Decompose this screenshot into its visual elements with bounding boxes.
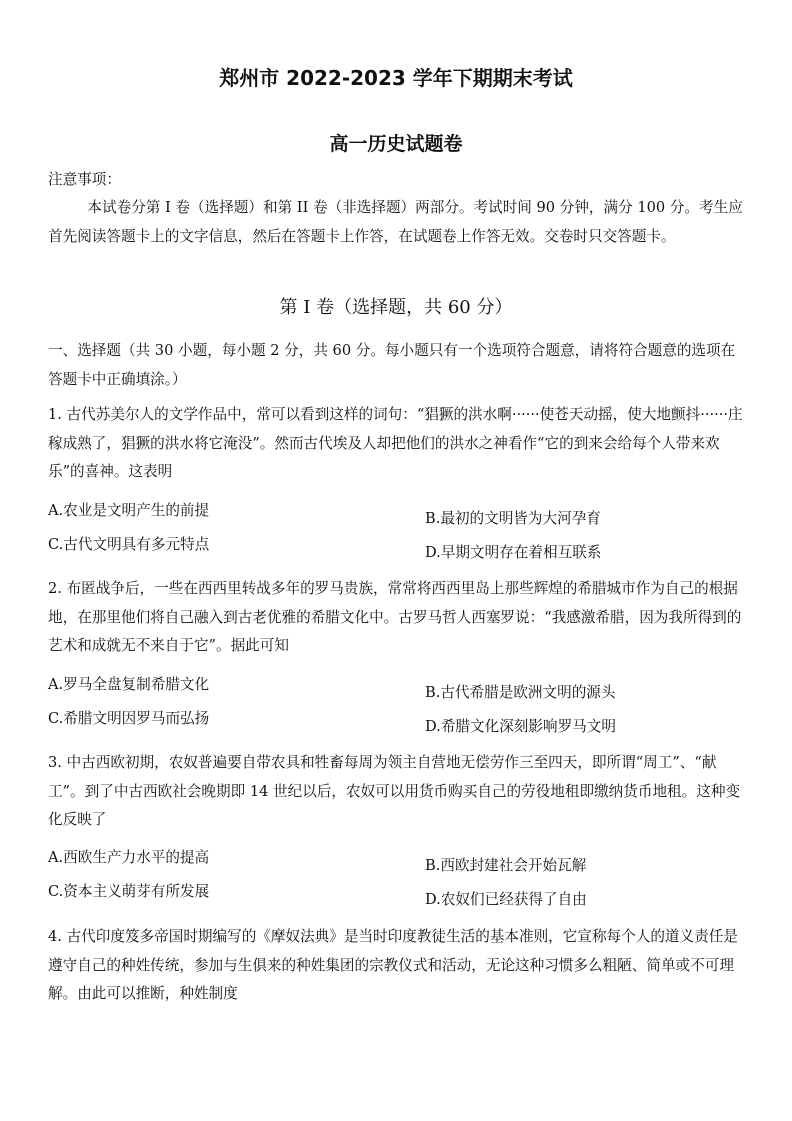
question-1-option-b: B.最初的文明皆为大河孕育 (425, 510, 601, 527)
question-1-option-d: D.早期文明存在着相互联系 (425, 544, 602, 561)
question-3-option-d: D.农奴们已经获得了自由 (425, 891, 587, 908)
question-2-option-a: A.罗马全盘复制希腊文化 (48, 676, 210, 693)
question-1-option-a: A.农业是文明产生的前提 (48, 502, 210, 519)
question-2-option-d: D.希腊文化深刻影响罗马文明 (425, 718, 616, 735)
exam-title: 郑州市 2022-2023 学年下期期末考试 (219, 66, 573, 90)
notice-body: 本试卷分第 I 卷（选择题）和第 II 卷（非选择题）两部分。考试时间 90 分钟，满分 100 分。考生应首先阅读答题卡上的文字信息，然后在答题卡上作答，在试题卷上作答无效。交卷时只交答题卡。 (48, 199, 743, 245)
question-2-stem: 2. 布匿战争后，一些在西西里转战多年的罗马贵族，常常将西西里岛上那些辉煌的希腊城市作为自己的根据地，在那里他们将自己融入到古老优雅的希腊文化中。古罗马哲人西塞罗说：“我感激希腊，因为我所得到的艺术和成就无不来自于它”。据此可知 (48, 580, 742, 654)
question-4-stem: 4. 古代印度笈多帝国时期编写的《摩奴法典》是当时印度教徒生活的基本准则，它宣称每个人的道义责任是遵守自己的种姓传统，参加与生俱来的种姓集团的宗教仪式和活动，无论这种习惯多么粗陋、简单或不可理解。由此可以推断，种姓制度 (48, 928, 738, 1002)
question-2-option-c: C.希腊文明因罗马而弘扬 (48, 710, 210, 727)
question-3-stem: 3. 中古西欧初期，农奴普遍要自带农具和牲畜每周为领主自营地无偿劳作三至四天，即所谓“周工”、“献工”。到了中古西欧社会晚期即 14 世纪以后，农奴可以用货币购买自己的劳役地租即缴纳货币地租。这种变化反映了 (48, 754, 741, 828)
question-3-option-b: B.西欧封建社会开始瓦解 (425, 857, 587, 874)
question-3-option-a: A.西欧生产力水平的提高 (48, 849, 210, 866)
question-1-stem: 1. 古代苏美尔人的文学作品中，常可以看到这样的词句：“猖獗的洪水啊······使苍天动摇，使大地颤抖······庄稼成熟了，猖獗的洪水将它淹没”。然而古代埃及人却把他们的洪水之神看作“它的到来会给每个人带来欢乐”的喜神。这表明 (48, 406, 743, 480)
question-2-option-b: B.古代希腊是欧洲文明的源头 (425, 684, 616, 701)
question-1-option-c: C.古代文明具有多元特点 (48, 536, 210, 553)
exam-subtitle: 高一历史试题卷 (329, 133, 463, 155)
section-title: 第 I 卷（选择题，共 60 分） (279, 297, 513, 318)
instructions: 一、选择题（共 30 小题，每小题 2 分，共 60 分。每小题只有一个选项符合题意，请将符合题意的选项在答题卡中正确填涂。） (48, 342, 736, 388)
notice-heading: 注意事项： (48, 171, 121, 188)
question-3-option-c: C.资本主义萌芽有所发展 (48, 883, 210, 900)
